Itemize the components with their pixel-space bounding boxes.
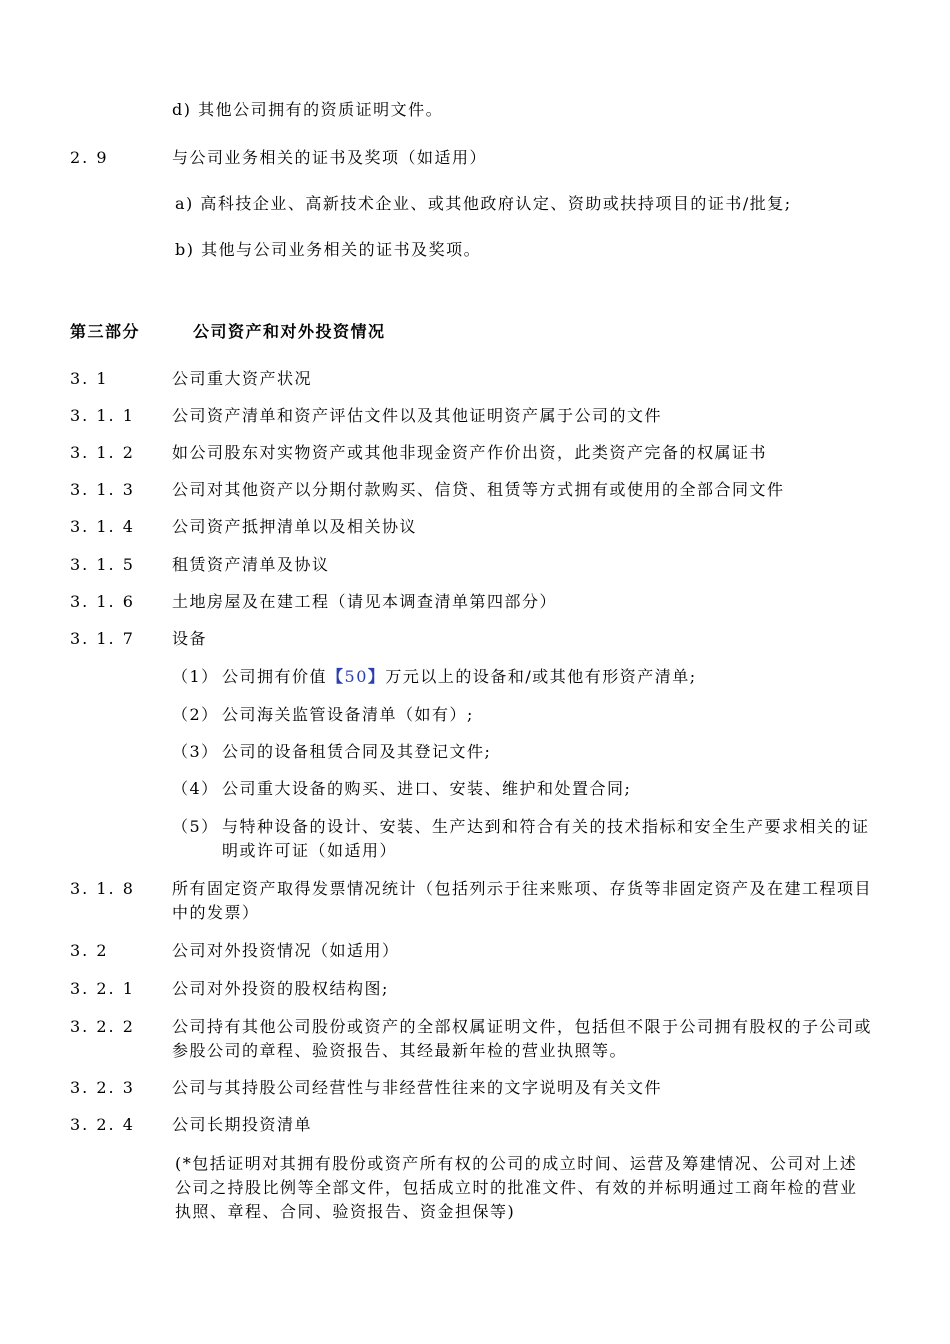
equipment-item-1-post: 万元以上的设备和/或其他有形资产清单; bbox=[385, 667, 697, 686]
item-text: 公司对外投资的股权结构图; bbox=[172, 979, 389, 998]
equipment-item-label: （5） bbox=[172, 817, 219, 836]
section-number-2-9: 2. 9 bbox=[70, 148, 109, 167]
item-text: 设备 bbox=[172, 629, 208, 648]
section-title-2-9: 与公司业务相关的证书及奖项（如适用） bbox=[172, 148, 488, 167]
investment-note: (*包括证明对其拥有股份或资产所有权的公司的成立时间、运营及筹建情况、公司对上述公司之持股比例等全部文件，包括成立时的批准文件、有效的并标明通过工商年检的营业执照、章程、合同、验资报告、资金担保等) bbox=[175, 1154, 858, 1221]
equipment-item-label: （3） bbox=[172, 742, 219, 761]
item-number: 3. 2. 4 bbox=[70, 1115, 135, 1134]
item-text: 公司对其他资产以分期付款购买、信贷、租赁等方式拥有或使用的全部合同文件 bbox=[172, 480, 785, 499]
item-text: 公司与其持股公司经营性与非经营性往来的文字说明及有关文件 bbox=[172, 1078, 663, 1097]
item-number: 3. 1. 8 bbox=[70, 879, 135, 898]
part-three-label: 第三部分 bbox=[70, 322, 141, 341]
item-b-awards: b) 其他与公司业务相关的证书及奖项。 bbox=[175, 240, 482, 259]
item-a-certificates: a) 高科技企业、高新技术企业、或其他政府认定、资助或扶持项目的证书/批复; bbox=[175, 194, 792, 213]
item-number: 3. 2 bbox=[70, 941, 109, 960]
item-number: 3. 1. 2 bbox=[70, 443, 135, 462]
item-text: 公司资产抵押清单以及相关协议 bbox=[172, 517, 418, 536]
item-text: 公司长期投资清单 bbox=[172, 1115, 313, 1134]
item-text: 公司资产清单和资产评估文件以及其他证明资产属于公司的文件 bbox=[172, 406, 663, 425]
item-d-qualification-docs: d) 其他公司拥有的资质证明文件。 bbox=[172, 100, 444, 119]
item-number: 3. 1. 5 bbox=[70, 555, 135, 574]
equipment-item-5: 与特种设备的设计、安装、生产达到和符合有关的技术指标和安全生产要求相关的证明或许可证（如适用） bbox=[222, 817, 870, 860]
equipment-item-4: 公司重大设备的购买、进口、安装、维护和处置合同; bbox=[222, 779, 632, 798]
equipment-item-label: （1） bbox=[172, 667, 219, 686]
item-text: 公司对外投资情况（如适用） bbox=[172, 941, 400, 960]
item-number: 3. 1. 7 bbox=[70, 629, 135, 648]
equipment-value: 50 bbox=[344, 667, 368, 686]
equipment-item-label: （2） bbox=[172, 705, 219, 724]
value-bracket-open: 【 bbox=[327, 667, 345, 686]
item-text: 土地房屋及在建工程（请见本调查清单第四部分） bbox=[172, 592, 558, 611]
item-number: 3. 1. 1 bbox=[70, 406, 135, 425]
item-number: 3. 1. 6 bbox=[70, 592, 135, 611]
equipment-item-1 bbox=[222, 666, 697, 688]
item-number: 3. 2. 2 bbox=[70, 1017, 135, 1036]
item-text: 如公司股东对实物资产或其他非现金资产作价出资，此类资产完备的权属证书 bbox=[172, 443, 768, 462]
equipment-item-1-pre: 公司拥有价值 bbox=[222, 667, 328, 686]
equipment-item-3: 公司的设备租赁合同及其登记文件; bbox=[222, 742, 492, 761]
value-bracket-close: 】 bbox=[367, 667, 386, 686]
item-number: 3. 1 bbox=[70, 369, 109, 388]
equipment-item-2: 公司海关监管设备清单（如有）; bbox=[222, 705, 474, 724]
item-number: 3. 2. 3 bbox=[70, 1078, 135, 1097]
item-text: 公司重大资产状况 bbox=[172, 369, 313, 388]
item-text: 公司持有其他公司股份或资产的全部权属证明文件，包括但不限于公司拥有股权的子公司或参股公司的章程、验资报告、其经最新年检的营业执照等。 bbox=[172, 1017, 873, 1060]
item-text: 所有固定资产取得发票情况统计（包括列示于往来账项、存货等非固定资产及在建工程项目中的发票） bbox=[172, 879, 873, 922]
item-number: 3. 1. 3 bbox=[70, 480, 135, 499]
item-text: 租赁资产清单及协议 bbox=[172, 555, 330, 574]
part-three-title: 公司资产和对外投资情况 bbox=[193, 322, 386, 341]
equipment-item-label: （4） bbox=[172, 779, 219, 798]
item-number: 3. 2. 1 bbox=[70, 979, 135, 998]
item-number: 3. 1. 4 bbox=[70, 517, 135, 536]
